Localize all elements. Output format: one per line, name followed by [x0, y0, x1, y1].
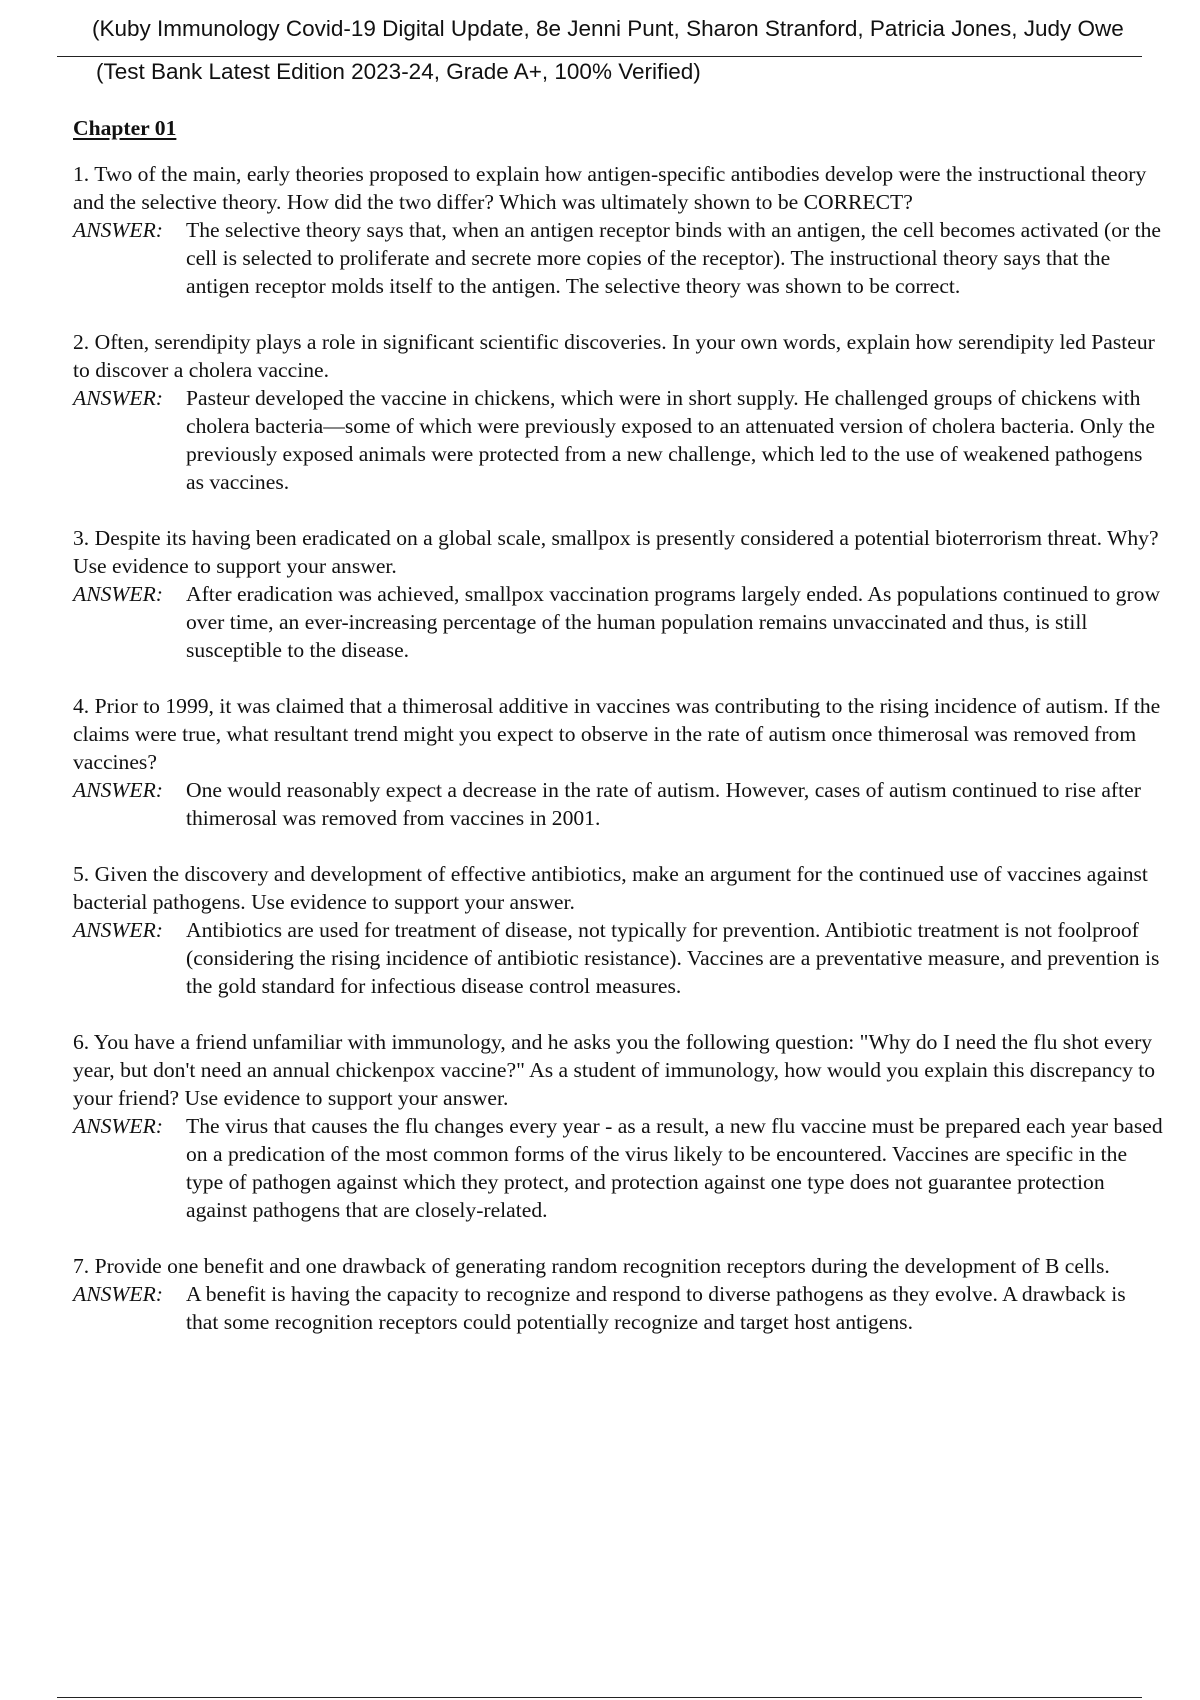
qa-item-2 — [73, 328, 1163, 496]
answer-block — [73, 1280, 1163, 1336]
answer-block — [73, 216, 1163, 300]
question-text: 2. Often, serendipity plays a role in significant scientific discoveries. In your own words, explain how serendipity led Pasteur to discover a cholera vaccine. — [73, 330, 1155, 382]
header-book-title: (Kuby Immunology Covid-19 Digital Update, 8e Jenni Punt, Sharon Stranford, Patricia Jones, Judy Owe — [92, 16, 1124, 41]
question-text: 5. Given the discovery and development of effective antibiotics, make an argument for the continued use of vaccines against bacterial pathogens. Use evidence to support your answer. — [73, 862, 1148, 914]
answer-label: ANSWER: — [73, 778, 163, 802]
answer-label: ANSWER: — [73, 918, 163, 942]
header-edition-note: (Test Bank Latest Edition 2023-24, Grade A+, 100% Verified) — [96, 59, 701, 84]
qa-item-4 — [73, 692, 1163, 832]
answer-text: After eradication was achieved, smallpox vaccination programs largely ended. As populations continued to grow over time, an ever-increasing percentage of the human population remains unvaccinated and thus, is still susceptible to the disease. — [186, 582, 1161, 662]
answer-text: Antibiotics are used for treatment of disease, not typically for prevention. Antibiotic treatment is not foolproof (considering the rising incidence of antibiotic resistance). Vaccines are a preventative measure, and prevention is the gold standard for infectious disease control measures. — [186, 918, 1160, 998]
question-text: 4. Prior to 1999, it was claimed that a thimerosal additive in vaccines was contributing to the rising incidence of autism. If the claims were true, what resultant trend might you expect to observe in the rate of autism once thimerosal was removed from vaccines? — [73, 694, 1161, 774]
qa-item-5 — [73, 860, 1163, 1000]
answer-block — [73, 916, 1163, 1000]
answer-block — [73, 580, 1163, 664]
qa-item-3 — [73, 524, 1163, 664]
answer-label: ANSWER: — [73, 386, 163, 410]
answer-text: One would reasonably expect a decrease in the rate of autism. However, cases of autism continued to rise after thimerosal was removed from vaccines in 2001. — [186, 778, 1141, 830]
document-body — [73, 114, 1163, 1364]
answer-text: Pasteur developed the vaccine in chickens, which were in short supply. He challenged groups of chickens with cholera bacteria—some of which were previously exposed to an attenuated version of cholera bacteria. Only the previously exposed animals were protected from a new challenge, which led to the use of weakened pathogens as vaccines. — [186, 386, 1155, 494]
answer-block — [73, 384, 1163, 496]
answer-block — [73, 776, 1163, 832]
footer-divider — [57, 1697, 1142, 1698]
question-text: 3. Despite its having been eradicated on a global scale, smallpox is presently considered a potential bioterrorism threat. Why? Use evidence to support your answer. — [73, 526, 1159, 578]
answer-block — [73, 1112, 1163, 1224]
question-text: 7. Provide one benefit and one drawback of generating random recognition receptors during the development of B cells. — [73, 1254, 1110, 1278]
answer-label: ANSWER: — [73, 1114, 163, 1138]
answer-text: The virus that causes the flu changes every year - as a result, a new flu vaccine must be prepared each year based on a predication of the most common forms of the virus likely to be encountered. Vaccines are specific in the type of pathogen against which they protect, and protection against one type does not guarantee protection against pathogens that are closely-related. — [186, 1114, 1163, 1222]
qa-item-7 — [73, 1252, 1163, 1336]
question-text: 6. You have a friend unfamiliar with immunology, and he asks you the following question: "Why do I need the flu shot every year, but don't need an annual chickenpox vaccine?" As a student of immunology, how would you explain this discrepancy to your friend? Use evidence to support your answer. — [73, 1030, 1156, 1110]
answer-label: ANSWER: — [73, 1282, 163, 1306]
answer-text: A benefit is having the capacity to recognize and respond to diverse pathogens as they evolve. A drawback is that some recognition receptors could potentially recognize and target host antigens. — [186, 1282, 1126, 1334]
qa-item-1 — [73, 160, 1163, 300]
qa-item-6 — [73, 1028, 1163, 1224]
question-text: 1. Two of the main, early theories proposed to explain how antigen-specific antibodies develop were the instructional theory and the selective theory. How did the two differ? Which was ultimately shown to be CORRECT? — [73, 162, 1147, 214]
chapter-title: Chapter 01 — [73, 116, 177, 140]
answer-text: The selective theory says that, when an antigen receptor binds with an antigen, the cell becomes activated (or the cell is selected to proliferate and secrete more copies of the receptor). The instructional theory says that the antigen receptor molds itself to the antigen. The selective theory was shown to be correct. — [186, 218, 1161, 298]
answer-label: ANSWER: — [73, 582, 163, 606]
answer-label: ANSWER: — [73, 218, 163, 242]
